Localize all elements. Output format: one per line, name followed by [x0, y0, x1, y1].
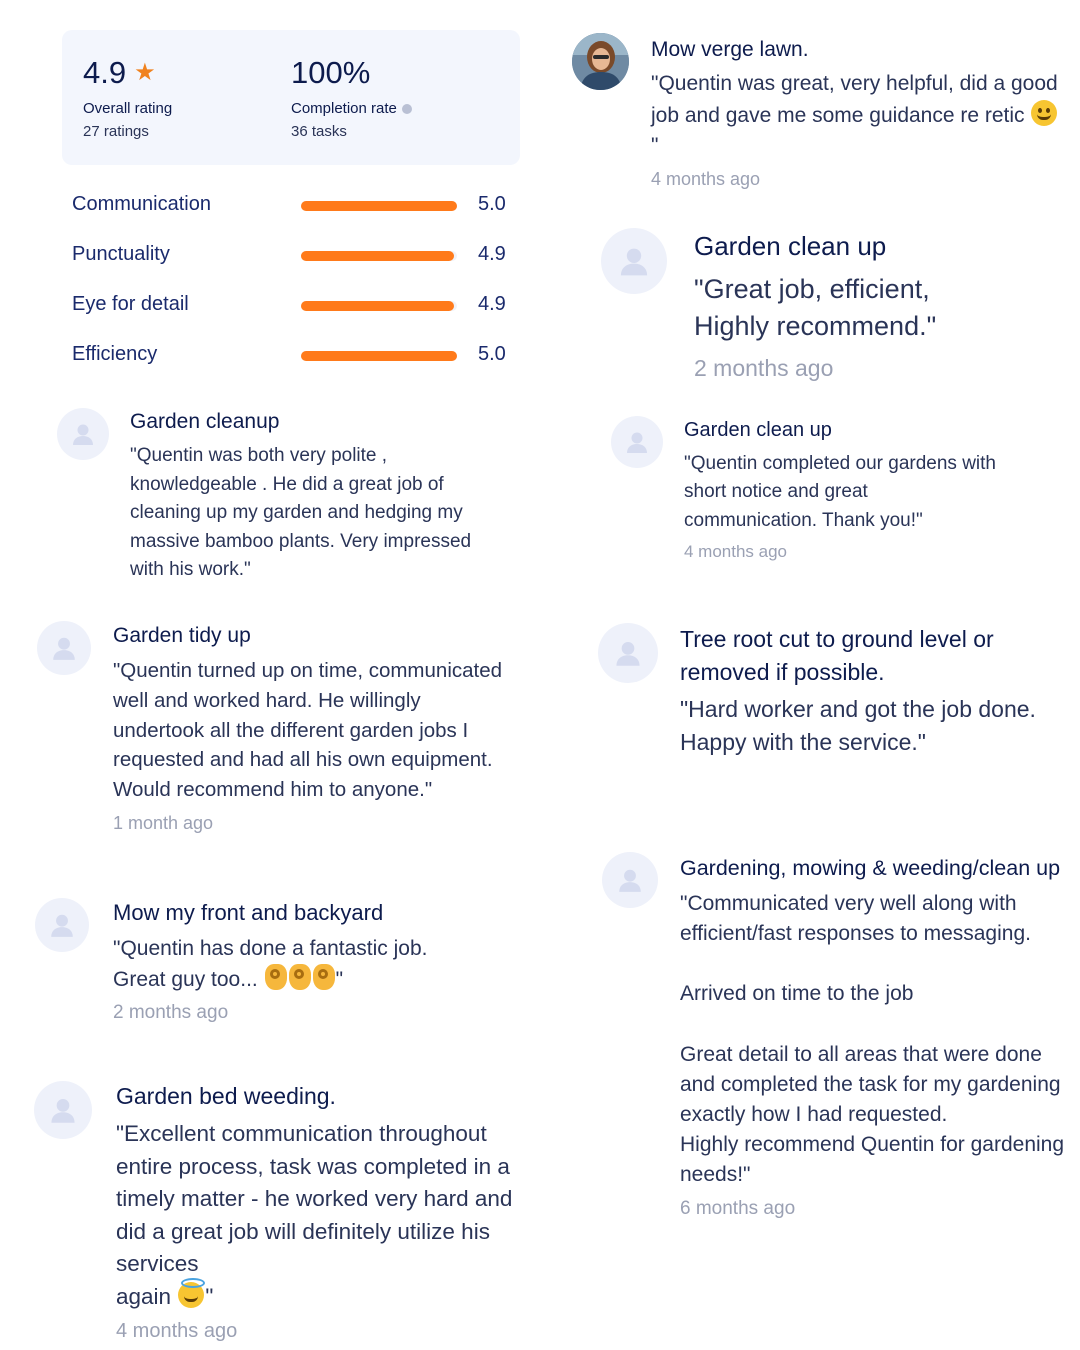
completion-rate-label: Completion rate [291, 100, 397, 117]
metric-bar [301, 351, 457, 361]
review-body [651, 69, 1061, 162]
review-paragraph: "Communicated very well along with efficient/fast responses to messaging. [680, 892, 1031, 946]
user-avatar-icon[interactable] [611, 416, 663, 468]
review-date: 1 month ago [113, 812, 214, 833]
metric-bar [301, 301, 457, 311]
review-paragraph: Great detail to all areas that were done and completed the task for my gardening exactly how I had requested. [680, 1042, 1061, 1127]
review-body: "Hard worker and got the job done. Happy with the service." [680, 696, 1036, 755]
metric-bar [301, 251, 457, 261]
overall-rating-label: Overall rating [83, 100, 173, 117]
review-body: "Quentin was both very polite , knowledgeable . He did a great job of cleaning up my garden and hedging my massive bamboo plants. Very impressed with his work." [130, 445, 472, 581]
user-avatar-icon[interactable] [598, 623, 658, 683]
metric-eye-for-detail [72, 291, 512, 321]
review-body [680, 889, 1075, 1191]
ratings-count: 27 ratings [83, 123, 149, 140]
metric-value: 5.0 [478, 343, 506, 365]
review-body [113, 933, 513, 995]
review-date: 2 months ago [113, 1002, 229, 1023]
review-body-text: "Quentin was great, very helpful, did a good job and gave me some guidance re retic [651, 72, 1058, 127]
review-body: "Quentin turned up on time, communicated well and worked hard. He willingly undertook all the different garden jobs I requested and had all his own equipment. Would recommend him to anyone." [113, 659, 503, 802]
grinning-face-icon [1031, 100, 1057, 126]
overall-rating-stat [83, 54, 172, 140]
user-avatar-icon[interactable] [37, 621, 91, 675]
ok-hand-icon [265, 964, 287, 990]
tasks-count: 36 tasks [291, 123, 347, 140]
metric-bar-fill [301, 351, 457, 361]
review-body-text: "Excellent communication throughout entire process, task was completed in a timely matter - he worked very hard and did a great job will definitely utilize his services [116, 1121, 513, 1276]
closing-quote: " [651, 134, 659, 157]
review-date: 4 months ago [116, 1320, 238, 1342]
metric-value: 4.9 [478, 293, 506, 315]
ok-hand-icon [313, 964, 335, 990]
review-body: "Quentin completed our gardens with short notice and great communication. Thank you!" [684, 453, 996, 531]
user-avatar-icon[interactable] [34, 1081, 92, 1139]
metric-punctuality [72, 241, 512, 271]
review-title: Garden clean up [694, 231, 887, 261]
review-date: 2 months ago [694, 355, 834, 381]
metric-label: Communication [72, 193, 211, 215]
user-avatar-icon[interactable] [601, 228, 667, 294]
review-title: Garden clean up [684, 419, 832, 441]
review-body-text: "Quentin has done a fantastic job. [113, 937, 428, 960]
metric-bar-fill [301, 251, 454, 261]
info-icon[interactable] [402, 104, 412, 114]
review-date: 6 months ago [680, 1197, 796, 1219]
review-body [116, 1118, 526, 1313]
rating-summary-card [62, 30, 520, 165]
closing-quote: " [205, 1283, 214, 1309]
review-paragraph: Highly recommend Quentin for gardening needs!" [680, 1133, 1065, 1187]
completion-rate-value: 100% [291, 55, 371, 90]
halo-face-icon [178, 1282, 204, 1308]
review-title: Tree root cut to ground level or removed if possible. [680, 626, 994, 685]
metric-communication [72, 191, 512, 221]
review-title: Garden cleanup [130, 410, 280, 433]
user-avatar-icon[interactable] [35, 898, 89, 952]
ok-hand-icon [289, 964, 311, 990]
metric-bar-fill [301, 301, 454, 311]
review-paragraph: Arrived on time to the job [680, 982, 914, 1006]
review-date: 4 months ago [651, 168, 761, 189]
metric-value: 4.9 [478, 243, 506, 265]
closing-quote: " [335, 968, 344, 991]
review-body: "Great job, efficient, Highly recommend." [694, 274, 937, 341]
review-body-text: Great guy too... [113, 968, 258, 991]
star-icon: ★ [134, 59, 156, 86]
review-title: Mow my front and backyard [113, 900, 384, 925]
user-avatar-icon[interactable] [57, 408, 109, 460]
review-body-text: again [116, 1283, 172, 1309]
review-title: Mow verge lawn. [651, 38, 809, 61]
review-date: 4 months ago [684, 542, 788, 562]
metric-efficiency [72, 341, 512, 371]
completion-rate-stat [291, 54, 412, 140]
review-title: Gardening, mowing & weeding/clean up [680, 856, 1061, 880]
review-title: Garden bed weeding. [116, 1083, 336, 1109]
metric-label: Punctuality [72, 243, 170, 265]
user-avatar-icon[interactable] [602, 852, 658, 908]
metric-label: Eye for detail [72, 293, 189, 315]
overall-rating-value: 4.9 [83, 55, 127, 90]
user-photo-avatar[interactable] [572, 33, 629, 90]
metric-label: Efficiency [72, 343, 158, 365]
metric-value: 5.0 [478, 193, 506, 215]
metric-bar-fill [301, 201, 457, 211]
metric-bar [301, 201, 457, 211]
review-title: Garden tidy up [113, 624, 251, 647]
